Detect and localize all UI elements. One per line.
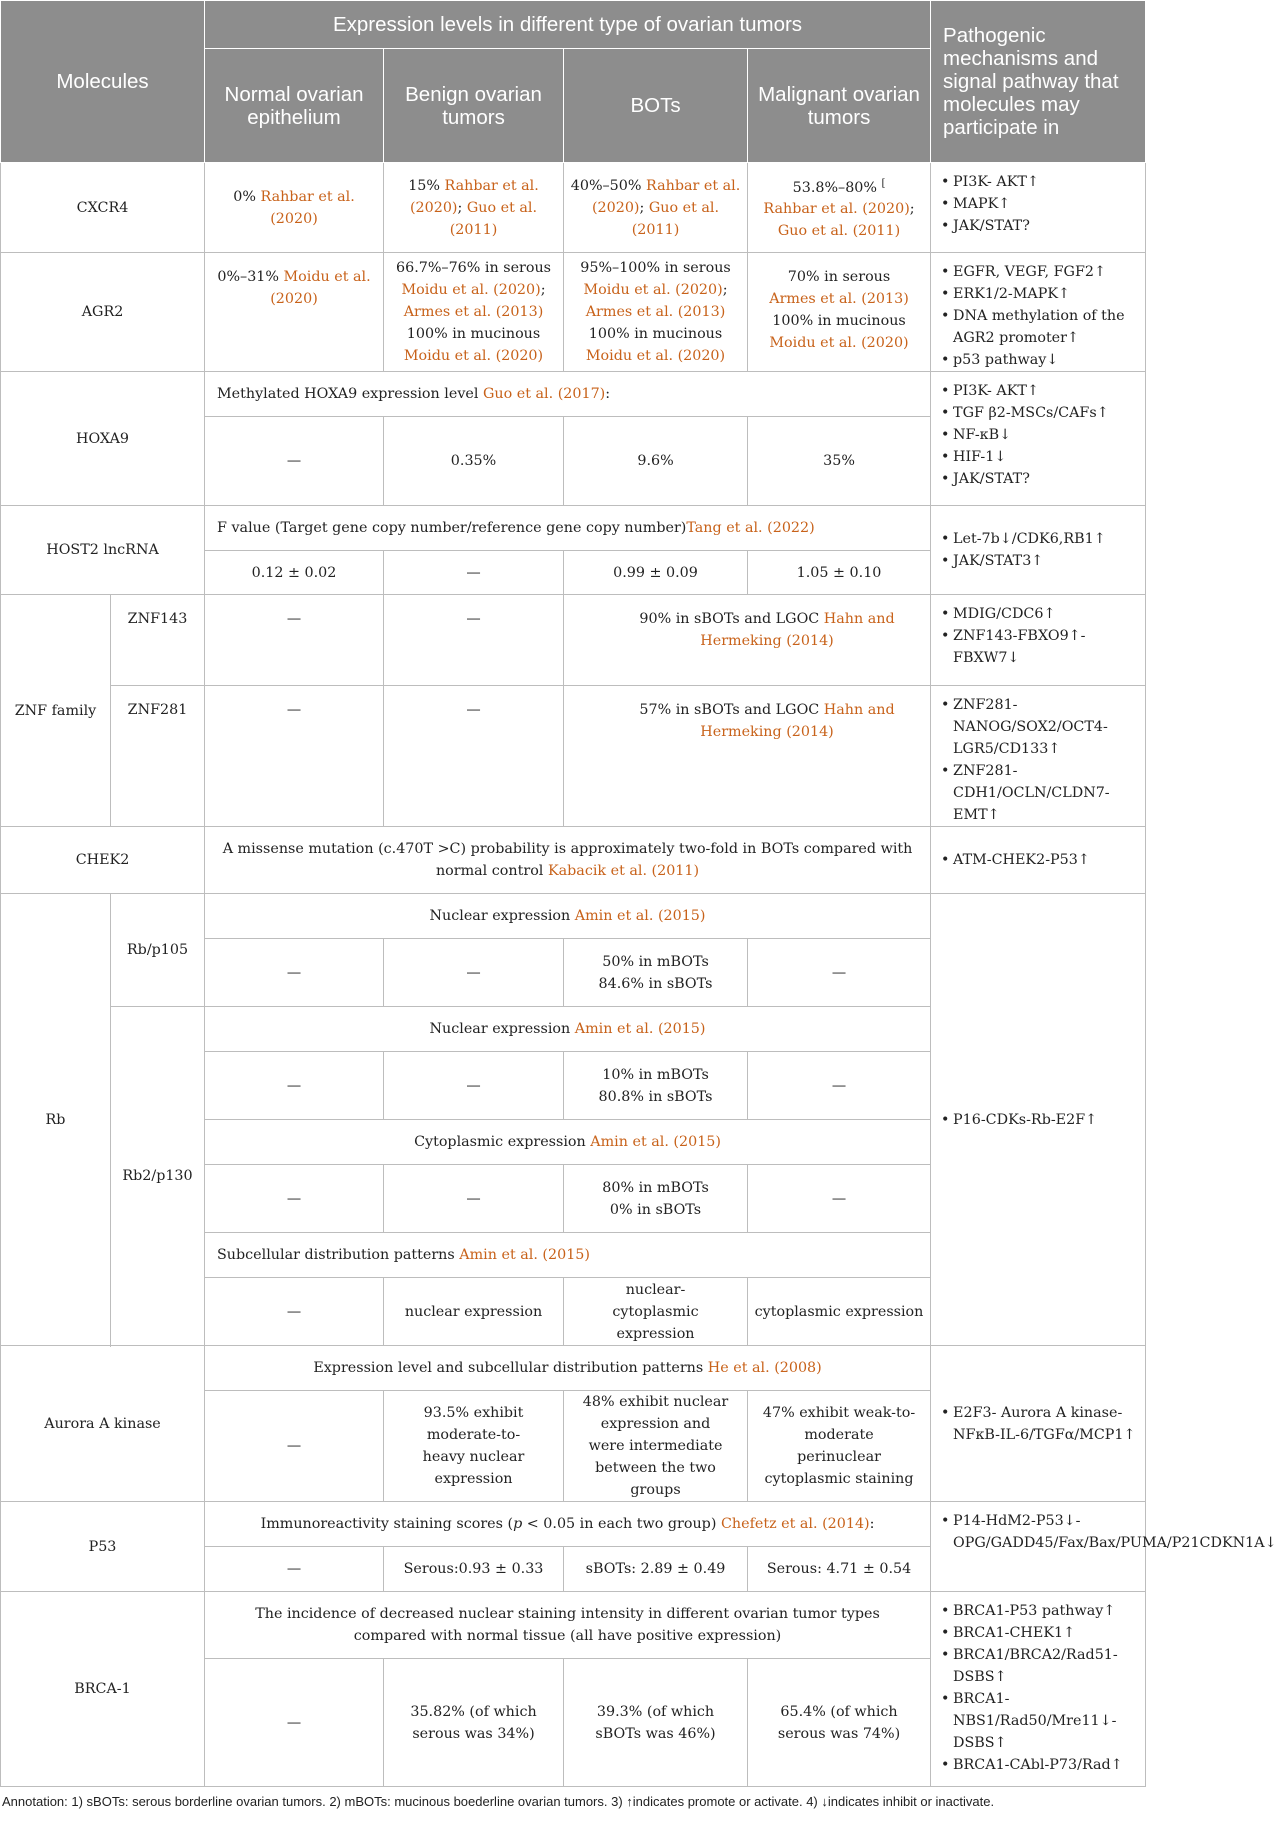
brca1-normal: — (205, 1659, 384, 1787)
molecule-name: HOXA9 (1, 372, 205, 506)
p53-benign: Serous:0.93 ± 0.33 (384, 1547, 564, 1592)
header-benign: Benign ovarian tumors (384, 49, 564, 163)
pathway-item: • PI3K- AKT↑ (941, 380, 1141, 402)
hoxa9-malignant: 35% (748, 417, 931, 506)
ref-link[interactable]: Hahn and Hermeking (2014) (700, 611, 895, 649)
rb-p130-nuc-bots: 10% in mBOTs 80.8% in sBOTs (564, 1052, 748, 1120)
ref-link[interactable]: Armes et al. (2013) (769, 291, 909, 307)
p53-pathways (931, 1502, 1277, 1592)
pathway-item: • NF-κB↓ (941, 424, 1141, 446)
hoxa9-caption: Methylated HOXA9 expression level Guo et al. (2017): (205, 372, 931, 417)
row-host2-caption (1, 506, 1146, 551)
hoxa9-normal: — (205, 417, 384, 506)
pathway-item: • EGFR, VEGF, FGF2↑ (941, 261, 1141, 283)
rb-p130-cyt-bots: 80% in mBOTs 0% in sBOTs (564, 1165, 748, 1233)
ref-link[interactable]: Chefetz et al. (2014) (720, 1516, 870, 1532)
row-znf281 (1, 686, 1146, 827)
agr2-normal: 0%–31% Moidu et al. (2020) (205, 253, 384, 372)
cxcr4-benign: 15% Rahbar et al. (2020); Guo et al. (2011) (384, 163, 564, 253)
rb-p130-cyt-benign: — (384, 1165, 564, 1233)
znf281-normal: — (205, 686, 384, 827)
rb-p130-cyt-malignant: — (748, 1165, 931, 1233)
rb-p130-nuc-caption: Nuclear expression Amin et al. (2015) (205, 1007, 931, 1052)
ref-link[interactable]: Guo et al. (2011) (631, 199, 720, 238)
row-znf143 (1, 595, 1146, 686)
znf281-pathways (931, 686, 1146, 827)
header-expression-group: Expression levels in different type of ovarian tumors (205, 1, 931, 49)
agr2-benign: 66.7%–76% in serous Moidu et al. (2020); Armes et al. (2013) 100% in mucinous Moidu et al. (2020) (384, 253, 564, 372)
agr2-bots: 95%–100% in serous Moidu et al. (2020); Armes et al. (2013) 100% in mucinous Moidu et al. (2020) (564, 253, 748, 372)
pathway-item: • TGF β2-MSCs/CAFs↑ (941, 402, 1141, 424)
ref-link[interactable]: Rahbar et al. (2020) (409, 177, 539, 216)
ref-link[interactable]: Tang et al. (2022) (686, 520, 815, 536)
ref-link[interactable]: Amin et al. (2015) (574, 1021, 706, 1037)
row-hoxa9-caption (1, 372, 1146, 417)
row-chek2 (1, 827, 1146, 894)
row-agr2 (1, 253, 1146, 372)
pathway-item: • MAPK↑ (941, 193, 1141, 215)
pathway-item: • JAK/STAT? (941, 215, 1141, 237)
ref-link[interactable]: Kabacik et al. (2011) (547, 863, 700, 879)
ref-link[interactable]: Hahn and Hermeking (2014) (700, 702, 895, 740)
agr2-malignant: 70% in serous Armes et al. (2013) 100% in mucinous Moidu et al. (2020) (748, 253, 931, 372)
pathway-item: • ATM-CHEK2-P53↑ (941, 849, 1141, 871)
cxcr4-normal: 0% Rahbar et al. (2020) (205, 163, 384, 253)
p53-bots: sBOTs: 2.89 ± 0.49 (564, 1547, 748, 1592)
chek2-pathways (931, 827, 1146, 894)
molecule-name: AGR2 (1, 253, 205, 372)
znf143-normal: — (205, 595, 384, 686)
brca1-bots: 39.3% (of which sBOTs was 46%) (564, 1659, 748, 1787)
ref-link[interactable]: Moidu et al. (2020) (403, 348, 544, 364)
ref-link[interactable]: Armes et al. (2013) (403, 304, 544, 320)
pathway-item: • MDIG/CDC6↑ (941, 603, 1141, 625)
pathway-item: • PI3K- AKT↑ (941, 171, 1141, 193)
pathway-item: • JAK/STAT? (941, 468, 1141, 490)
molecule-name: HOST2 lncRNA (1, 506, 205, 595)
molecule-name: P53 (1, 1502, 205, 1592)
pathway-item: • E2F3- Aurora A kinase-NFκB-IL-6/TGFα/MCP1↑ (941, 1402, 1141, 1446)
znf143-bots-malignant: 90% in sBOTs and LGOC Hahn and Hermeking (2014) (564, 595, 931, 686)
znf281-bots-malignant: 57% in sBOTs and LGOC Hahn and Hermeking (2014) (564, 686, 931, 827)
rb-p105-normal: — (205, 939, 384, 1007)
pathway-item: • DNA methylation of the AGR2 promoter↑ (941, 305, 1141, 349)
ref-link[interactable]: Moidu et al. (2020) (585, 348, 726, 364)
rb-p130-sub-normal: — (205, 1278, 384, 1346)
host2-caption: F value (Target gene copy number/reference gene copy number)Tang et al. (2022) (205, 506, 931, 551)
znf143-benign: — (384, 595, 564, 686)
pathway-item: • BRCA1-NBS1/Rad50/Mre11↓-DSBS↑ (941, 1688, 1141, 1754)
rb-p130-sub-malignant: cytoplasmic expression (748, 1278, 931, 1346)
aurora-benign: 93.5% exhibit moderate-to-heavy nuclear expression (384, 1391, 564, 1502)
molecule-name: BRCA-1 (1, 1592, 205, 1787)
ref-link[interactable]: Guo et al. (2011) (449, 199, 538, 238)
hoxa9-pathways (931, 372, 1146, 506)
host2-normal: 0.12 ± 0.02 (205, 551, 384, 595)
znf143-pathways (931, 595, 1146, 686)
rb-p105-malignant: — (748, 939, 931, 1007)
ref-link[interactable]: Guo et al. (2017) (482, 386, 606, 402)
pathway-item: • Let-7b↓/CDK6,RB1↑ (941, 528, 1141, 550)
pathway-item: • BRCA1-CHEK1↑ (941, 1622, 1141, 1644)
hoxa9-bots: 9.6% (564, 417, 748, 506)
ref-link[interactable]: Moidu et al. (2020) (583, 282, 723, 298)
rb-p130-sub-benign: nuclear expression (384, 1278, 564, 1346)
aurora-pathways (931, 1346, 1146, 1502)
header-row-1 (1, 1, 1146, 49)
molecule-family: ZNF family (1, 595, 111, 827)
p53-malignant: Serous: 4.71 ± 0.54 (748, 1547, 931, 1592)
pathway-item: • HIF-1↓ (941, 446, 1141, 468)
aurora-normal: — (205, 1391, 384, 1502)
ref-link[interactable]: Guo et al. (2011) (777, 223, 901, 240)
molecule-name: Aurora A kinase (1, 1346, 205, 1502)
molecule-name: ZNF281 (111, 686, 205, 827)
aurora-malignant: 47% exhibit weak-to-moderate perinuclear cytoplasmic staining (748, 1391, 931, 1502)
agr2-pathways (931, 253, 1146, 372)
hoxa9-benign: 0.35% (384, 417, 564, 506)
ref-link[interactable]: Amin et al. (2015) (459, 1247, 590, 1263)
ref-link[interactable]: Amin et al. (2015) (590, 1134, 721, 1150)
host2-malignant: 1.05 ± 0.10 (748, 551, 931, 595)
brca1-caption: The incidence of decreased nuclear staining intensity in different ovarian tumor types compared with normal tissue (all have positive expression) (205, 1592, 931, 1659)
pathway-item: • ZNF281-CDH1/OCLN/CLDN7-EMT↑ (941, 760, 1141, 826)
pathway-item: • ERK1/2-MAPK↑ (941, 283, 1141, 305)
host2-benign: — (384, 551, 564, 595)
brca1-benign: 35.82% (of which serous was 34%) (384, 1659, 564, 1787)
cxcr4-malignant: 53.8%–80% [ Rahbar et al. (2020); Guo et al. (2011) (748, 163, 931, 253)
row-brca1-caption (1, 1592, 1146, 1659)
ref-link[interactable]: Moidu et al. (2020) (769, 335, 909, 351)
row-rb-p105-caption (1, 894, 1146, 939)
cxcr4-bots: 40%–50% Rahbar et al. (2020); Guo et al. (2011) (564, 163, 748, 253)
host2-bots: 0.99 ± 0.09 (564, 551, 748, 595)
pathway-item: • ZNF143-FBXO9↑-FBXW7↓ (941, 625, 1141, 669)
pathway-item: • BRCA1/BRCA2/Rad51-DSBS↑ (941, 1644, 1141, 1688)
p53-normal: — (205, 1547, 384, 1592)
rb-p130-sub-caption: Subcellular distribution patterns Amin et al. (2015) (205, 1233, 931, 1278)
ref-link[interactable]: Amin et al. (2015) (574, 908, 706, 924)
molecule-name: CHEK2 (1, 827, 205, 894)
brca1-malignant: 65.4% (of which serous was 74%) (748, 1659, 931, 1787)
pathway-item: • ZNF281-NANOG/SOX2/OCT4-LGR5/CD133↑ (941, 694, 1141, 760)
rb-p130-cyt-normal: — (205, 1165, 384, 1233)
molecule-name: CXCR4 (1, 163, 205, 253)
molecule-name: Rb (1, 894, 111, 1346)
pathway-item: • p53 pathway↓ (941, 349, 1141, 371)
rb-p130-nuc-normal: — (205, 1052, 384, 1120)
header-malignant: Malignant ovarian tumors (748, 49, 931, 163)
header-molecules: Molecules (1, 1, 205, 163)
header-pathogenic: Pathogenic mechanisms and signal pathway that molecules may participate in (931, 1, 1146, 163)
pathway-item: • P16-CDKs-Rb-E2F↑ (941, 1109, 1141, 1131)
aurora-bots: 48% exhibit nuclear expression and were intermediate between the two groups (564, 1391, 748, 1502)
host2-pathways (931, 506, 1146, 595)
rb-p105-benign: — (384, 939, 564, 1007)
cxcr4-pathways (931, 163, 1146, 253)
rb-pathways (931, 894, 1146, 1346)
chek2-text: A missense mutation (c.470T >C) probability is approximately two-fold in BOTs compared with normal control Kabacik et al. (2011) (205, 827, 931, 894)
pathway-item: • BRCA1-CAbl-P73/Rad↑ (941, 1754, 1141, 1776)
header-normal: Normal ovarian epithelium (205, 49, 384, 163)
rb-p130-nuc-malignant: — (748, 1052, 931, 1120)
rb-p130-sub-bots: nuclear-cytoplasmic expression (564, 1278, 748, 1346)
row-aurora-caption (1, 1346, 1146, 1391)
ref-link[interactable]: Rahbar et al. (2020) (260, 188, 355, 227)
rb-p105-bots: 50% in mBOTs 84.6% in sBOTs (564, 939, 748, 1007)
molecule-subname: Rb/p105 (111, 894, 205, 1007)
ref-link[interactable]: He et al. (2008) (707, 1360, 822, 1376)
znf281-benign: — (384, 686, 564, 827)
aurora-caption: Expression level and subcellular distribution patterns He et al. (2008) (205, 1346, 931, 1391)
row-cxcr4 (1, 163, 1146, 253)
rb-p130-nuc-benign: — (384, 1052, 564, 1120)
ref-link[interactable]: Rahbar et al. (2020) (591, 177, 741, 216)
row-p53-caption (1, 1502, 1146, 1547)
pathway-item: • BRCA1-P53 pathway↑ (941, 1600, 1141, 1622)
ref-link[interactable]: Moidu et al. (2020) (270, 269, 371, 307)
ref-link[interactable]: Rahbar et al. (2020) (763, 201, 910, 218)
rb-p130-cyt-caption: Cytoplasmic expression Amin et al. (2015) (205, 1120, 931, 1165)
table-annotation: Annotation: 1) sBOTs: serous borderline ovarian tumors. 2) mBOTs: mucinous boederline ovarian tumors. 3) ↑indicates promote or activate. 4) ↓indicates inhibit or inactivate. (2, 1794, 995, 1809)
header-bots: BOTs (564, 49, 748, 163)
molecule-subname: Rb2/p130 (111, 1007, 205, 1346)
molecule-name: ZNF143 (111, 595, 205, 686)
rb-p105-caption: Nuclear expression Amin et al. (2015) (205, 894, 931, 939)
pathway-item: • P14-HdM2-P53↓-OPG/GADD45/Fax/Bax/PUMA/P21CDKN1A↓ (941, 1510, 1141, 1554)
brca1-pathways (931, 1592, 1146, 1787)
pathway-item: • JAK/STAT3↑ (941, 550, 1141, 572)
ref-link[interactable]: Moidu et al. (2020) (401, 282, 541, 298)
p53-caption: Immunoreactivity staining scores (p < 0.05 in each two group) Chefetz et al. (2014): (205, 1502, 931, 1547)
ref-link[interactable]: Armes et al. (2013) (585, 304, 726, 320)
